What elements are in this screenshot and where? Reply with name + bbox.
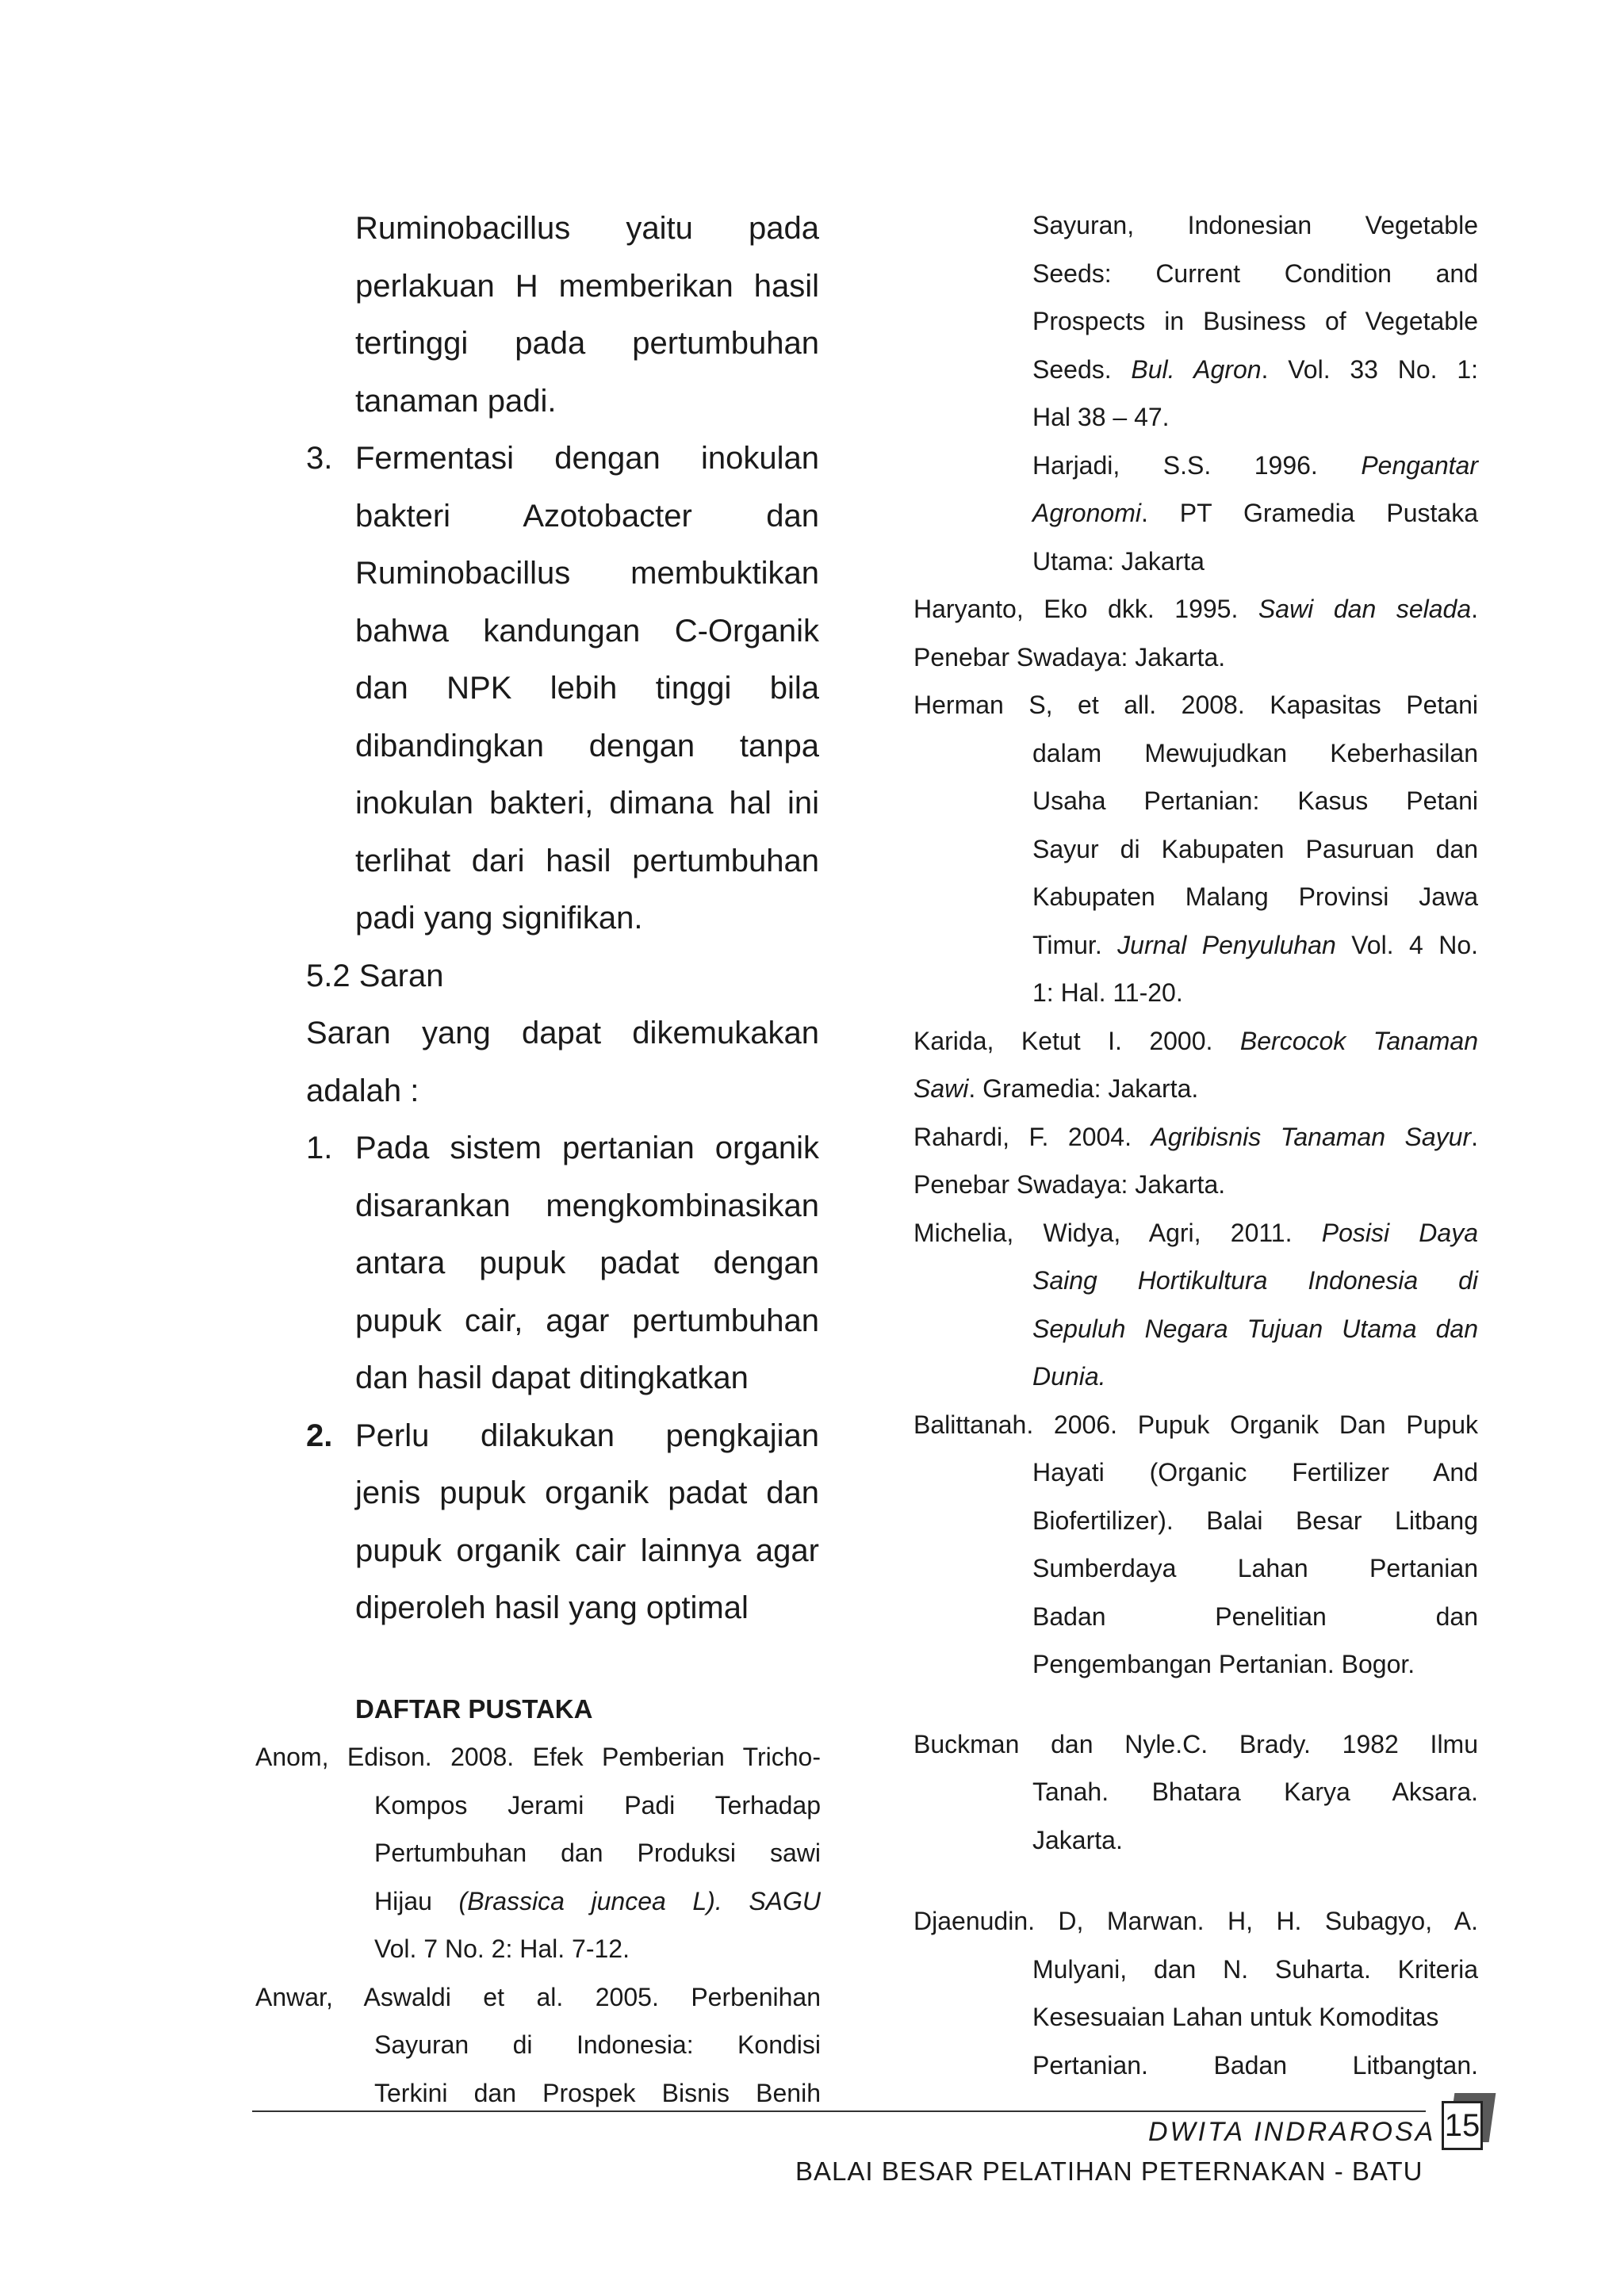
body-line: dan hasil dapat ditingkatkan <box>355 1360 749 1395</box>
body-line: dibandingkan dengan tanpa <box>355 728 819 763</box>
ref-line <box>914 1209 1478 1257</box>
saran-item-1 <box>252 1119 819 1407</box>
ref-line: Sumberdaya Lahan Pertanian <box>1032 1554 1478 1582</box>
body-line: pupuk organik cair lainnya agar <box>355 1533 819 1568</box>
ref-text: Hijau <box>374 1886 459 1915</box>
reference-haryanto <box>914 585 1478 681</box>
ref-line: Pengembangan Pertanian. Bogor. <box>1032 1650 1415 1678</box>
reference-michelia <box>914 1209 1478 1401</box>
ref-line <box>914 1305 1478 1353</box>
ref-line: Sayur di Kabupaten Pasuruan dan <box>1032 834 1478 863</box>
ref-line <box>914 1353 1478 1401</box>
footer-divider <box>252 2110 1426 2112</box>
ref-line <box>914 1257 1478 1305</box>
body-line: Fermentasi dengan inokulan <box>355 441 819 476</box>
left-references <box>255 1686 821 2117</box>
saran-item-2 <box>252 1407 819 1637</box>
ref-title-italic: Dunia. <box>1032 1362 1106 1391</box>
body-line: antara pupuk padat dengan <box>355 1246 819 1280</box>
ref-line: Sayuran, Indonesian Vegetable <box>1032 211 1478 239</box>
ref-line: Penebar Swadaya: Jakarta. <box>914 642 1226 672</box>
ref-line: Anwar, Aswaldi et al. 2005. Perbenihan <box>255 1982 821 2011</box>
body-line: disarankan mengkombinasikan <box>355 1188 819 1223</box>
ref-line: Kesesuaian Lahan untuk Komoditas <box>1032 2003 1439 2031</box>
body-line: dan NPK lebih tinggi bila <box>355 671 819 706</box>
ref-title-italic: Bul. Agron <box>1131 354 1262 384</box>
footer-institution: BALAI BESAR PELATIHAN PETERNAKAN - BATU <box>795 2156 1423 2186</box>
ref-text: . <box>1471 595 1478 623</box>
body-line: inokulan bakteri, dimana hal ini <box>355 786 819 821</box>
ref-title-italic: Jurnal Penyuluhan <box>1117 930 1336 959</box>
references-title: DAFTAR PUSTAKA <box>355 1694 593 1724</box>
ref-line <box>914 1065 1478 1113</box>
ref-line: Djaenudin. D, Marwan. H, H. Subagyo, A. <box>914 1907 1478 1935</box>
ref-line: Herman S, et all. 2008. Kapasitas Petani <box>914 691 1478 719</box>
ref-title-italic: Sawi dan selada <box>1258 595 1472 623</box>
reference-anwar-continued <box>914 201 1478 442</box>
ref-title-italic: Sepuluh Negara Tujuan Utama dan <box>1032 1314 1478 1343</box>
ref-text: Timur. <box>1032 930 1118 959</box>
body-line: bakteri Azotobacter dan <box>355 498 819 534</box>
ref-line <box>914 585 1478 633</box>
reference-balittanah <box>914 1401 1478 1689</box>
ref-line: Pertanian. Badan Litbangtan. <box>1032 2050 1478 2080</box>
body-line: padi yang signifikan. <box>355 901 643 936</box>
body-line: Ruminobacillus membuktikan <box>355 556 819 591</box>
ref-line: Biofertilizer). Balai Besar Litbang <box>1032 1506 1478 1535</box>
body-line: Perlu dilakukan pengkajian <box>355 1418 819 1453</box>
ref-title-italic: Bercocok Tanaman <box>1239 1026 1479 1055</box>
reference-rahardi <box>914 1113 1478 1209</box>
ref-line: Prospects in Business of Vegetable <box>1032 307 1478 335</box>
ref-line: Badan Penelitian dan <box>1032 1601 1478 1631</box>
body-line: Pada sistem pertanian organik <box>355 1131 819 1165</box>
body-line: Saran yang dapat dikemukakan <box>306 1016 819 1050</box>
ref-line: Terkini dan Prospek Bisnis Benih <box>374 2078 821 2107</box>
ref-title-italic: Saing Hortikultura Indonesia di <box>1032 1266 1478 1295</box>
reference-harjadi <box>914 442 1478 586</box>
body-line: tertinggi pada pertumbuhan <box>355 326 819 361</box>
ref-line: Kompos Jerami Padi Terhadap <box>374 1790 821 1820</box>
ref-line: Utama: Jakarta <box>1032 546 1205 576</box>
ref-line: Tanah. Bhatara Karya Aksara. <box>1032 1777 1478 1806</box>
body-line: Ruminobacillus yaitu pada <box>355 211 819 246</box>
ref-line: Sayuran di Indonesia: Kondisi <box>374 2030 821 2059</box>
ref-text: . Gramedia: Jakarta. <box>968 1074 1199 1103</box>
ref-title-italic: Posisi Daya <box>1321 1218 1479 1247</box>
body-line: pupuk cair, agar pertumbuhan <box>355 1303 819 1338</box>
reference-anom <box>255 1733 821 1973</box>
reference-herman <box>914 681 1478 1017</box>
ref-line: Mulyani, dan N. Suharta. Kriteria <box>1032 1954 1478 1984</box>
page-number: 15 <box>1442 2101 1483 2150</box>
section-heading-saran: 5.2 Saran <box>306 958 444 993</box>
ref-text: Vol. 4 No. <box>1335 930 1479 959</box>
body-line: perlakuan H memberikan hasil <box>355 268 819 304</box>
ref-line: 1: Hal. 11-20. <box>1032 978 1183 1007</box>
ref-line: dalam Mewujudkan Keberhasilan <box>1032 738 1478 767</box>
ref-text: Seeds. <box>1032 354 1132 384</box>
ref-line: Anom, Edison. 2008. Efek Pemberian Tricho- <box>255 1743 821 1771</box>
reference-karida <box>914 1017 1478 1113</box>
left-column <box>252 200 819 1637</box>
ref-title-italic: Agronomi <box>1032 499 1141 527</box>
ref-line: Balittanah. 2006. Pupuk Organik Dan Pupuk <box>914 1410 1478 1439</box>
ref-title-italic: Agribisnis Tanaman Sayur <box>1151 1122 1472 1151</box>
ref-title-italic: Sawi <box>914 1074 969 1103</box>
item2-continuation <box>252 200 819 430</box>
ref-line <box>255 1877 821 1926</box>
item-number: 2. <box>306 1418 333 1453</box>
body-line: diperoleh hasil yang optimal <box>355 1590 749 1625</box>
ref-line: Jakarta. <box>1032 1825 1123 1854</box>
ref-line: Pertumbuhan dan Produksi sawi <box>374 1839 821 1867</box>
body-line: bahwa kandungan C-Organik <box>355 613 819 649</box>
ref-text: Rahardi, F. 2004. <box>914 1122 1151 1151</box>
ref-line: Kabupaten Malang Provinsi Jawa <box>1032 882 1478 911</box>
ref-text: Michelia, Widya, Agri, 2011. <box>914 1218 1322 1247</box>
reference-anwar <box>255 1973 821 2118</box>
body-line: terlihat dari hasil pertumbuhan <box>355 843 819 878</box>
ref-text: . Vol. 33 No. 1: <box>1261 354 1478 384</box>
ref-line <box>914 489 1478 538</box>
item-number: 3. <box>306 441 333 476</box>
ref-line: Hayati (Organic Fertilizer And <box>1032 1458 1478 1487</box>
ref-text: Harjadi, S.S. 1996. <box>1032 450 1362 480</box>
ref-text: Haryanto, Eko dkk. 1995. <box>914 595 1258 623</box>
ref-line: Buckman dan Nyle.C. Brady. 1982 Ilmu <box>914 1729 1478 1758</box>
conclusion-item-3 <box>252 430 819 947</box>
ref-text: Karida, Ketut I. 2000. <box>914 1026 1240 1055</box>
body-line: adalah : <box>306 1073 419 1108</box>
body-line: tanaman padi. <box>355 383 557 419</box>
item-number: 1. <box>306 1131 333 1165</box>
saran-intro <box>252 1004 819 1119</box>
footer-author: DWITA INDRAROSA <box>1148 2117 1436 2147</box>
ref-line <box>914 346 1478 394</box>
ref-line: Usaha Pertanian: Kasus Petani <box>1032 786 1478 815</box>
ref-text: . PT Gramedia Pustaka <box>1140 499 1478 527</box>
ref-title-italic: Pengantar <box>1361 450 1478 480</box>
ref-line <box>914 1113 1478 1161</box>
ref-line <box>914 442 1478 490</box>
reference-djaenudin <box>914 1897 1478 2089</box>
right-column <box>914 201 1478 2089</box>
reference-buckman <box>914 1720 1478 1865</box>
ref-title-italic: (Brassica juncea L). SAGU <box>458 1886 822 1915</box>
ref-line: Hal 38 – 47. <box>1032 403 1170 431</box>
ref-line <box>914 921 1478 970</box>
ref-line: Vol. 7 No. 2: Hal. 7-12. <box>374 1934 630 1963</box>
body-line: jenis pupuk organik padat dan <box>355 1475 819 1510</box>
ref-text: . <box>1471 1122 1479 1151</box>
ref-line <box>914 1017 1478 1066</box>
ref-line: Seeds: Current Condition and <box>1032 258 1478 288</box>
ref-line: Penebar Swadaya: Jakarta. <box>914 1170 1226 1199</box>
